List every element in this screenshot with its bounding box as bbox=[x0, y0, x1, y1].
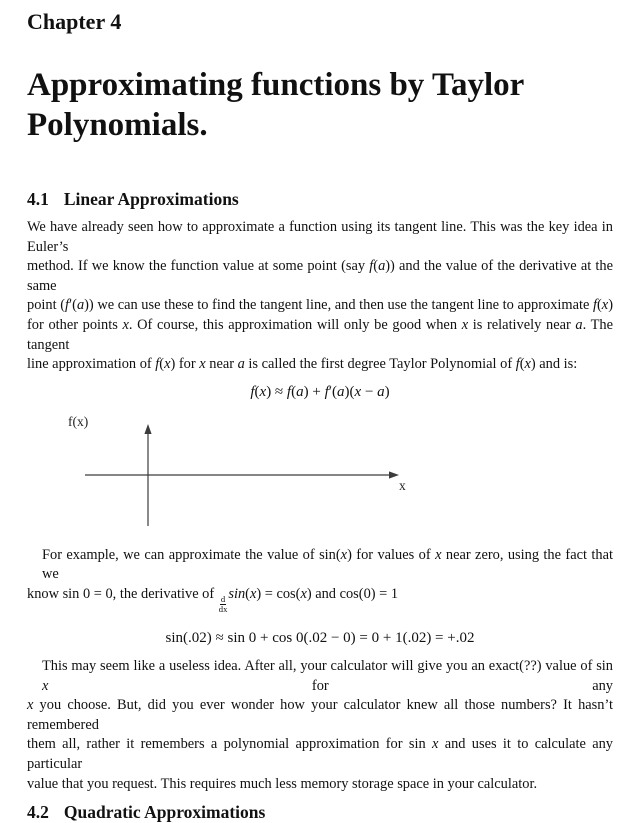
formula-sine-approximation: sin(.02) ≈ sin 0 + cos 0(.02 − 0) = 0 + 1(.02) = +.02 bbox=[165, 629, 475, 646]
formula-taylor-first-degree: f(x) ≈ f(a) + f′(a)(x − a) bbox=[250, 383, 390, 400]
axes-figure bbox=[27, 414, 613, 528]
section-title: Quadratic Approximations bbox=[63, 802, 266, 823]
section-number: 4.2 bbox=[27, 802, 49, 823]
section-heading-4-1 bbox=[27, 188, 613, 210]
section-heading-4-2 bbox=[27, 801, 613, 823]
text-line: This may seem like a useless idea. After all, your calculator will give you an exact(??) value of sin x for any bbox=[42, 657, 613, 694]
paragraph-calculator bbox=[27, 657, 613, 794]
section-number: 4.1 bbox=[27, 189, 49, 209]
text-line: point (f′(a)) we can use these to find the tangent line, and then use the tangent line to approximate f(x) bbox=[27, 297, 613, 314]
text-line: We have already seen how to approximate a function using its tangent line. This was the key idea in Euler’s bbox=[27, 219, 613, 255]
text-line: method. If we know the function value at some point (say f(a)) and the value of the derivative at the same bbox=[27, 258, 613, 294]
chapter-title-line-2: Polynomials. bbox=[27, 107, 208, 143]
y-axis-arrowhead-icon bbox=[144, 424, 151, 434]
text-line: x you choose. But, did you ever wonder how your calculator knew all those numbers? It hasn’t remembered bbox=[27, 697, 613, 733]
x-axis-arrowhead-icon bbox=[389, 471, 399, 478]
axes-svg bbox=[27, 414, 613, 528]
text-line: value that you request. This requires much less memory storage space in your calculator. bbox=[27, 775, 538, 792]
text-line: know sin 0 = 0, the derivative of $\frac{d}{dx}$ sin(x) = cos(x) and cos(0) = 1 bbox=[27, 585, 399, 614]
text-line: line approximation of f(x) for x near a is called the first degree Taylor Polynomial of f(x) and is: bbox=[27, 356, 578, 373]
chapter-title bbox=[27, 65, 613, 145]
chapter-title-line-1: Approximating functions by Taylor bbox=[27, 67, 525, 103]
text-line: For example, we can approximate the value of sin(x) for values of x near zero, using the fact that we bbox=[42, 546, 613, 583]
x-axis-label: x bbox=[399, 477, 406, 493]
text-line: for other points x. Of course, this approximation will only be good when x is relatively near a. The tangent bbox=[27, 316, 613, 353]
text-line: them all, rather it remembers a polynomial approximation for sin x and uses it to calculate any particular bbox=[27, 736, 613, 772]
derivative-fraction: $\frac{d}{dx}$ bbox=[218, 593, 228, 614]
paragraph-sine-example bbox=[27, 546, 613, 614]
chapter-label: Chapter 4 bbox=[27, 9, 122, 34]
paragraph-linear-approx bbox=[27, 218, 613, 375]
y-axis-label: f(x) bbox=[68, 413, 89, 429]
section-title: Linear Approximations bbox=[63, 189, 239, 209]
